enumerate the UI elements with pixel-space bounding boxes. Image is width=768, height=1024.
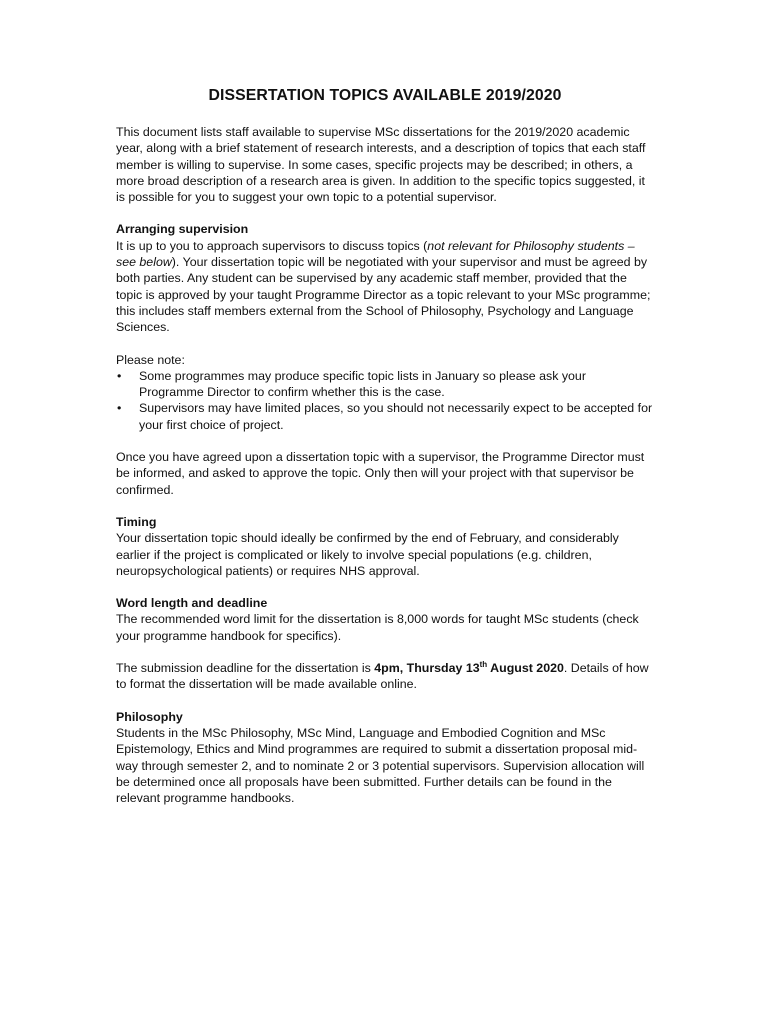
note-bullet-list	[116, 368, 654, 433]
list-item	[116, 400, 654, 433]
note-label: Please note:	[116, 352, 185, 367]
word-length-section	[116, 595, 654, 644]
philosophy-section	[116, 709, 654, 807]
timing-paragraph: Your dissertation topic should ideally be confirmed by the end of February, and considerably earlier if the project is complicated or likely to involve special populations (e.g. children, neuropsychological patients) or requires NHS approval.	[116, 531, 619, 578]
arranging-section	[116, 221, 654, 335]
list-item	[116, 368, 654, 401]
philosophy-paragraph: Students in the MSc Philosophy, MSc Mind, Language and Embodied Cognition and MSc Epistemology, Ethics and Mind programmes are required to submit a dissertation proposal mid-way through semester 2, and to nominate 2 or 3 potential supervisors. Supervision allocation will be determined once all proposals have been submitted. Further details can be found in the relevant programme handbooks.	[116, 725, 645, 806]
word-length-paragraph: The recommended word limit for the dissertation is 8,000 words for taught MSc students (check your programme handbook for specifics).	[116, 612, 639, 643]
agreed-paragraph: Once you have agreed upon a dissertation topic with a supervisor, the Programme Director must be informed, and asked to approve the topic. Only then will your project with that supervisor be confirmed.	[116, 450, 645, 497]
timing-section	[116, 514, 654, 579]
deadline-bold-date	[374, 661, 564, 675]
intro-paragraph: This document lists staff available to supervise MSc dissertations for the 2019/2020 academic year, along with a brief statement of research interests, and a description of topics that each staff member is willing to supervise. In some cases, specific projects may be described; in others, a more broad description of a research area is given. In addition to the specific topics suggested, it is possible for you to suggest your own topic to a potential supervisor.	[116, 125, 646, 205]
bullet-glyph: •	[117, 368, 122, 383]
deadline-bold-part-2: August 2020	[487, 661, 564, 676]
arranging-italic-note: not relevant for Philosophy students – see below	[116, 238, 635, 270]
arranging-paragraph	[116, 238, 654, 336]
bullet-glyph: •	[117, 401, 122, 416]
arranging-heading: Arranging supervision	[116, 222, 249, 237]
arranging-text-before: It is up to you to approach supervisors to discuss topics (	[116, 238, 428, 253]
bullet-text: Supervisors may have limited places, so you should not necessarily expect to be accepted for your first choice of project.	[139, 401, 653, 432]
bullet-text: Some programmes may produce specific topic lists in January so please ask your Programme Director to confirm whether this is the case.	[139, 368, 586, 400]
deadline-paragraph	[116, 660, 654, 693]
deadline-ordinal-suffix: th	[479, 659, 488, 669]
deadline-text-after: . Details of how to format the dissertation will be made available online.	[116, 661, 649, 692]
word-length-heading: Word length and deadline	[116, 596, 268, 611]
arranging-text-after: ). Your dissertation topic will be negotiated with your supervisor and must be agreed by both parties. Any student can be supervised by any academic staff member, provided that the topic is approved by your taught Programme Director as a topic relevant to your MSc programme; this includes staff members external from the School of Philosophy, Psychology and Language Sciences.	[116, 255, 651, 335]
document-page	[116, 86, 654, 822]
philosophy-heading: Philosophy	[116, 709, 183, 724]
document-title: DISSERTATION TOPICS AVAILABLE 2019/2020	[208, 87, 562, 104]
deadline-text-before: The submission deadline for the dissertation is	[116, 661, 375, 676]
deadline-bold-part-1: 4pm, Thursday 13	[374, 661, 480, 676]
timing-heading: Timing	[116, 514, 157, 529]
